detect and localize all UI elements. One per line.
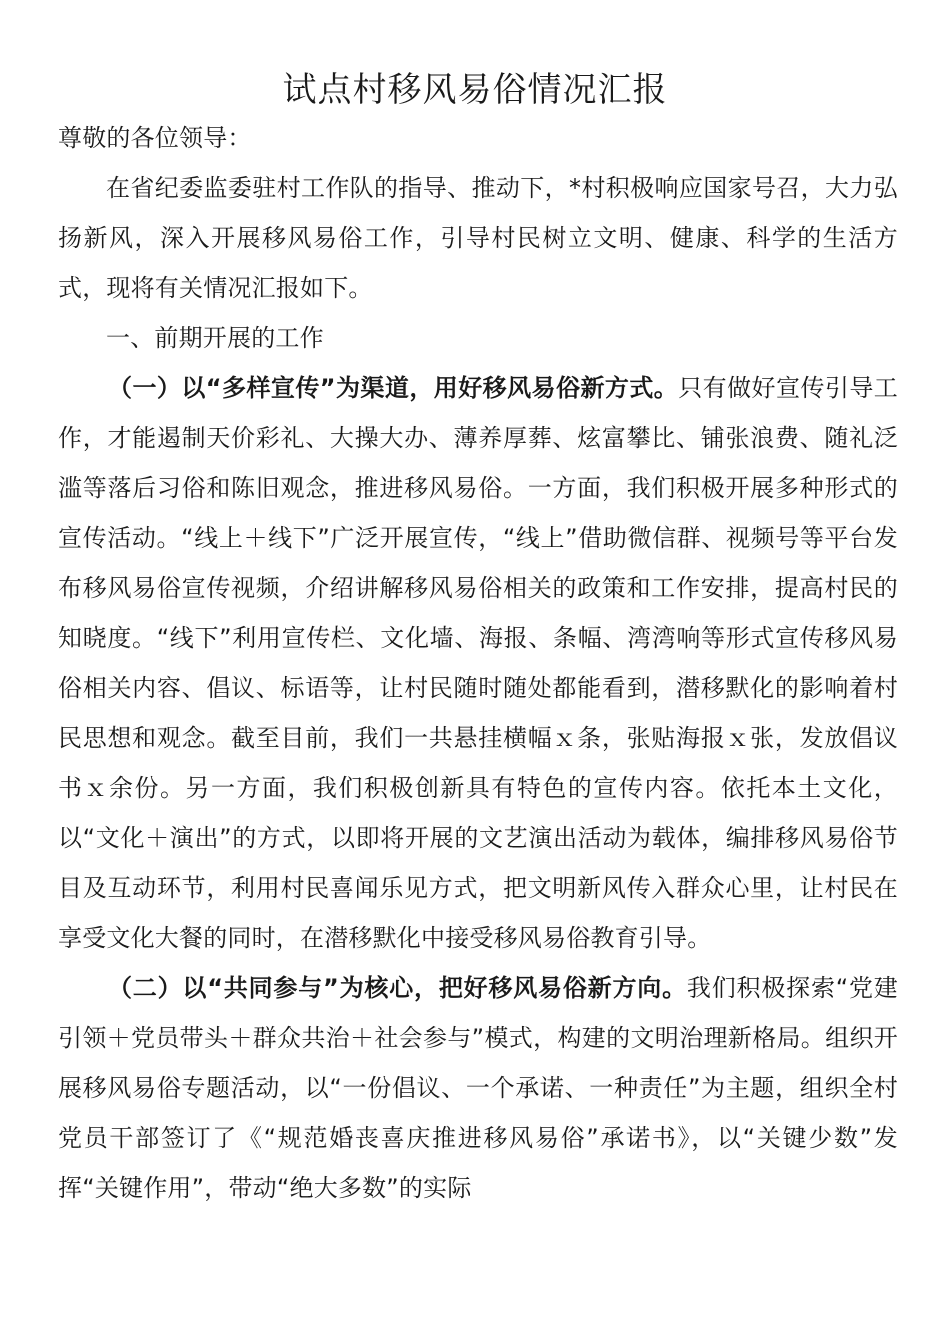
subsection-1-heading: （一）以“多样宣传”为渠道，用好移风易俗新方式。 [108, 374, 679, 402]
subsection-1-paragraph [58, 363, 898, 963]
document-title: 试点村移风易俗情况汇报 [282, 70, 668, 110]
salutation: 尊敬的各位领导： [58, 124, 252, 152]
document-body [58, 113, 898, 1213]
subsection-2-text: 我们积极探索“党建引领＋党员带头＋群众共治＋社会参与”模式，构建的文明治理新格局。组织开展移风易俗专题活动，以“一份倡议、一个承诺、一种责任”为主题，组织全村党员干部签订了《“规范婚丧喜庆推进移风易俗”承诺书》，以“关键少数”发挥“关键作用”，带动“绝大多数”的实际 [58, 974, 898, 1202]
subsection-2-paragraph [58, 963, 898, 1213]
intro-paragraph: 在省纪委监委驻村工作队的指导、推动下，*村积极响应国家号召，大力弘扬新风，深入开展移风易俗工作，引导村民树立文明、健康、科学的生活方式，现将有关情况汇报如下。 [58, 174, 898, 302]
section-heading: 一、前期开展的工作 [106, 324, 324, 352]
subsection-2-heading: （二）以“共同参与”为核心，把好移风易俗新方向。 [108, 974, 687, 1002]
subsection-1-text: 只有做好宣传引导工作，才能遏制天价彩礼、大操大办、薄养厚葬、炫富攀比、铺张浪费、随礼泛滥等落后习俗和陈旧观念，推进移风易俗。一方面，我们积极开展多种形式的宣传活动。“线上＋线下”广泛开展宣传，“线上”借助微信群、视频号等平台发布移风易俗宣传视频，介绍讲解移风易俗相关的政策和工作安排，提高村民的知晓度。“线下”利用宣传栏、文化墙、海报、条幅、湾湾响等形式宣传移风易俗相关内容、倡议、标语等，让村民随时随处都能看到，潜移默化的影响着村民思想和观念。截至目前，我们一共悬挂横幅ｘ条，张贴海报ｘ张，发放倡议书ｘ余份。另一方面，我们积极创新具有特色的宣传内容。依托本土文化，以“文化＋演出”的方式，以即将开展的文艺演出活动为载体，编排移风易俗节目及互动环节，利用村民喜闻乐见方式，把文明新风传入群众心里，让村民在享受文化大餐的同时，在潜移默化中接受移风易俗教育引导。 [58, 374, 898, 952]
